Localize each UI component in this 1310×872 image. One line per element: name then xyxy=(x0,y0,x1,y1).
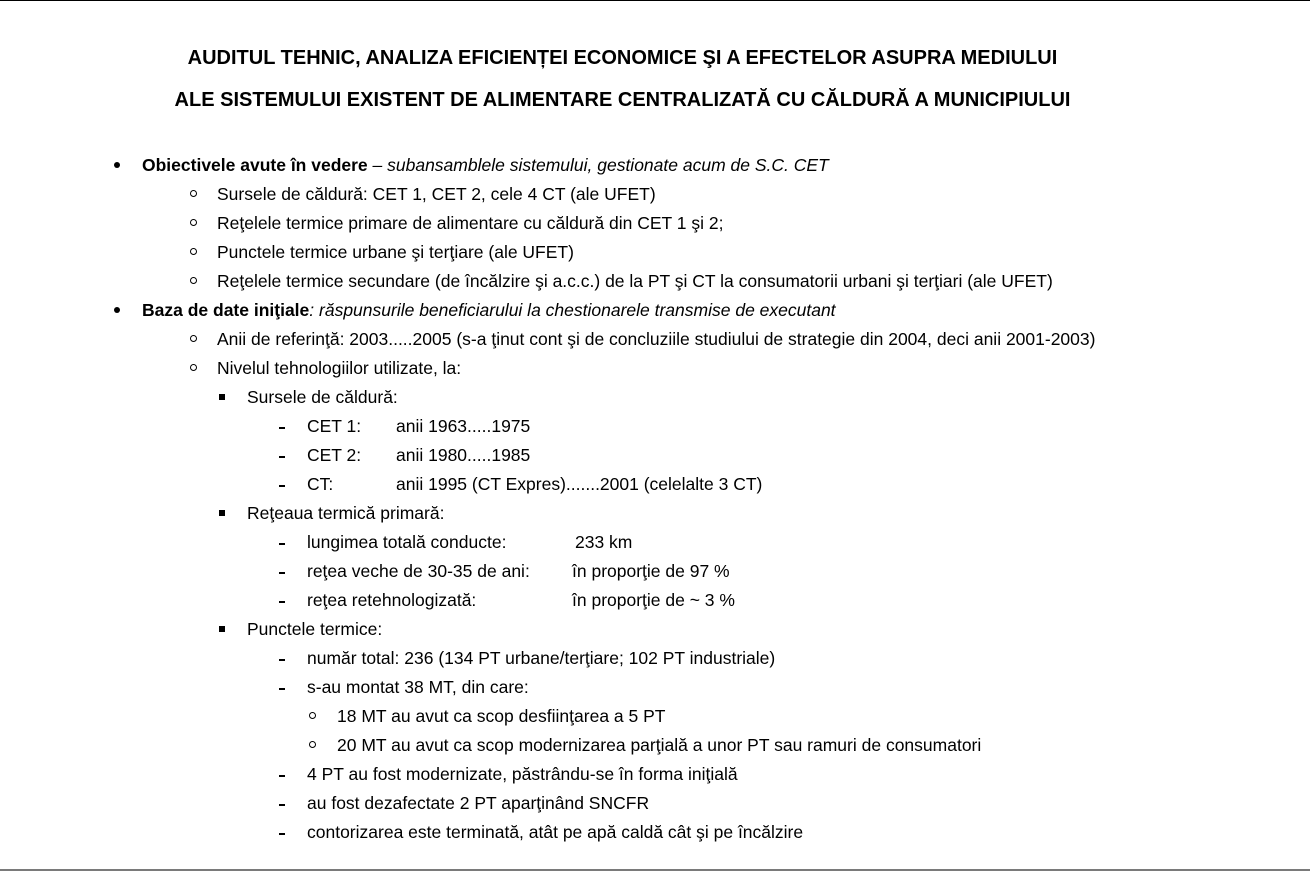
section-heading-text: Baza de date iniţiale xyxy=(142,300,310,320)
list-item: Punctele termice urbane şi terţiare (ale UFET) xyxy=(217,242,574,262)
list-item: 20 MT au avut ca scop modernizarea parţială a unor PT sau ramuri de consumatori xyxy=(337,735,982,755)
retea-name: reţea veche de 30-35 de ani: xyxy=(307,561,530,581)
bullet-circle-icon xyxy=(190,190,197,197)
subsection-label-retea: Reţeaua termică primară: xyxy=(247,503,445,523)
dash-icon xyxy=(279,601,285,603)
bullet-square-icon xyxy=(219,626,225,632)
page-title-line-2: ALE SISTEMULUI EXISTENT DE ALIMENTARE CENTRALIZATĂ CU CĂLDURĂ A MUNICIPIULUI xyxy=(174,89,1071,111)
retea-value: în proporţie de ~ 3 % xyxy=(572,590,735,610)
section-heading-objectives xyxy=(142,154,829,176)
dash-icon xyxy=(279,456,285,458)
dash-icon xyxy=(279,572,285,574)
dash-icon xyxy=(279,775,285,777)
bullet-circle-icon xyxy=(190,219,197,226)
section-heading-database xyxy=(142,299,836,321)
retea-value: 233 km xyxy=(575,532,633,552)
bullet-circle-icon xyxy=(190,277,197,284)
dash-icon xyxy=(279,688,285,690)
subsection-label-puncte: Punctele termice: xyxy=(247,619,383,639)
retea-name: reţea retehnologizată: xyxy=(307,590,477,610)
bullet-disc-icon xyxy=(114,307,120,313)
retea-value: în proporţie de 97 % xyxy=(572,561,730,581)
bullet-circle-icon xyxy=(309,712,316,719)
bullet-circle-icon xyxy=(309,741,316,748)
list-item: Nivelul tehnologiilor utilizate, la: xyxy=(217,358,462,378)
bullet-square-icon xyxy=(219,394,225,400)
bottom-border xyxy=(0,869,1310,871)
list-item: 4 PT au fost modernizate, păstrându-se în forma iniţială xyxy=(307,764,738,784)
bullet-circle-icon xyxy=(190,335,197,342)
list-item: Reţelele termice primare de alimentare cu căldură din CET 1 şi 2; xyxy=(217,213,724,233)
list-item: număr total: 236 (134 PT urbane/terţiare; 102 PT industriale) xyxy=(307,648,776,668)
dash-icon xyxy=(279,804,285,806)
surse-name: CT: xyxy=(307,474,334,494)
surse-value: anii 1995 (CT Expres).......2001 (celelalte 3 CT) xyxy=(396,474,763,494)
surse-value: anii 1980.....1985 xyxy=(396,445,531,465)
section-subtitle: : răspunsurile beneficiarului la chestionarele transmise de executant xyxy=(309,300,836,320)
surse-value: anii 1963.....1975 xyxy=(396,416,531,436)
subsection-label-surse: Sursele de căldură: xyxy=(247,387,398,407)
bullet-circle-icon xyxy=(190,364,197,371)
section-subtitle: – subansamblele sistemului, gestionate acum de S.C. CET xyxy=(367,155,829,175)
dash-icon xyxy=(279,485,285,487)
dash-icon xyxy=(279,659,285,661)
page-title-line-1: AUDITUL TEHNIC, ANALIZA EFICIENȚEI ECONOMICE ŞI A EFECTELOR ASUPRA MEDIULUI xyxy=(187,47,1058,69)
retea-name: lungimea totală conducte: xyxy=(307,532,507,552)
dash-icon xyxy=(279,427,285,429)
list-item: 18 MT au avut ca scop desfiinţarea a 5 PT xyxy=(337,706,666,726)
dash-icon xyxy=(279,833,285,835)
list-item: Sursele de căldură: CET 1, CET 2, cele 4 CT (ale UFET) xyxy=(217,184,656,204)
list-item: Anii de referinţă: 2003.....2005 (s-a ţinut cont şi de concluziile studiului de strategie din 2004, deci anii 2001-2003) xyxy=(217,329,1096,349)
section-heading-text: Obiectivele avute în vedere xyxy=(142,155,368,175)
list-item: s-au montat 38 MT, din care: xyxy=(307,677,529,697)
dash-icon xyxy=(279,543,285,545)
bullet-disc-icon xyxy=(114,162,120,168)
bullet-square-icon xyxy=(219,510,225,516)
top-border xyxy=(0,0,1310,1)
surse-name: CET 1: xyxy=(307,416,362,436)
bullet-circle-icon xyxy=(190,248,197,255)
list-item: au fost dezafectate 2 PT aparţinând SNCFR xyxy=(307,793,650,813)
list-item: Reţelele termice secundare (de încălzire şi a.c.c.) de la PT şi CT la consumatorii urbani şi terţiari (ale UFET) xyxy=(217,271,1053,291)
list-item: contorizarea este terminată, atât pe apă caldă cât şi pe încălzire xyxy=(307,822,804,842)
surse-name: CET 2: xyxy=(307,445,362,465)
